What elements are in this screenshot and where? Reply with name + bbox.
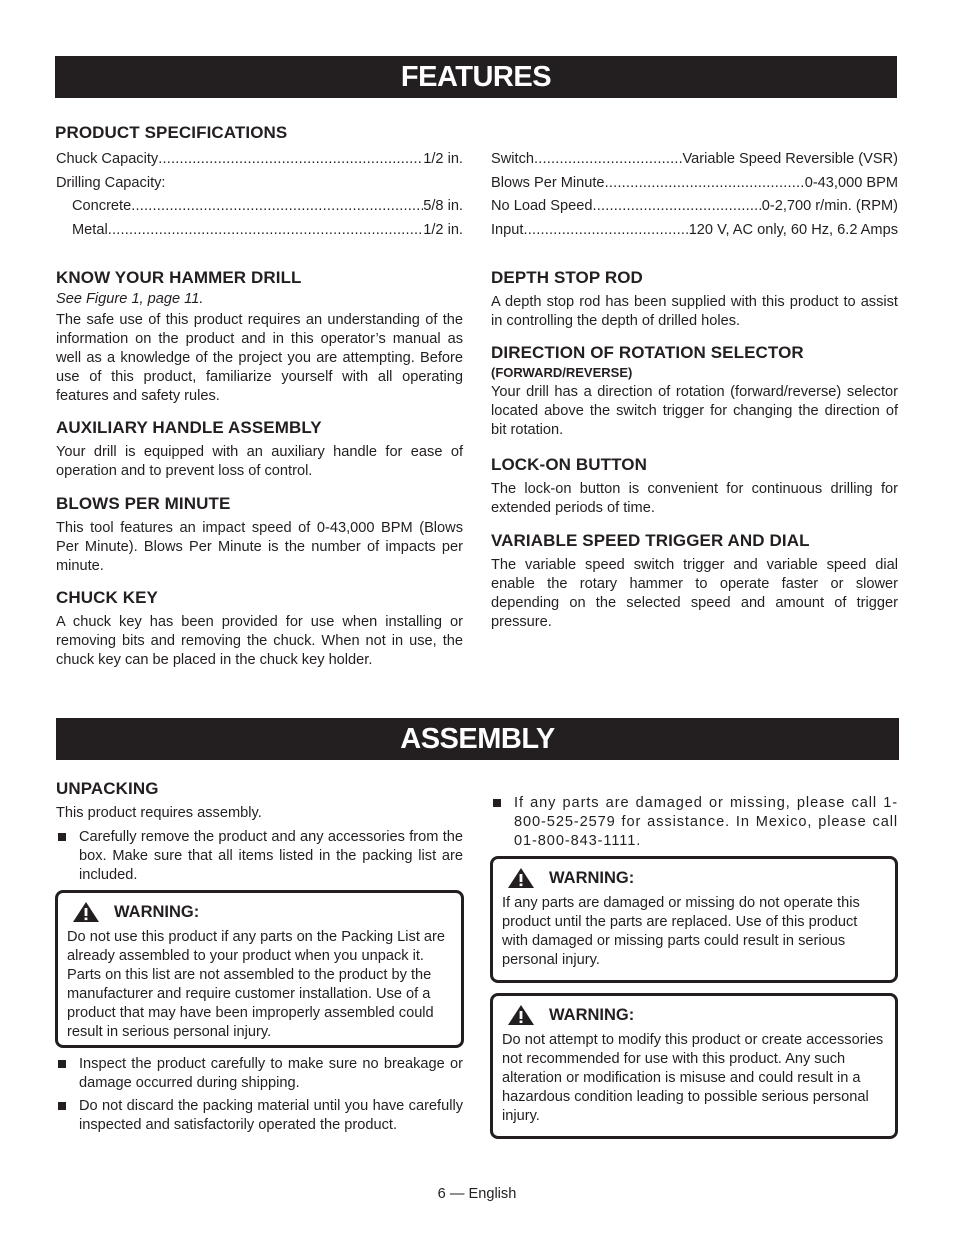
warning-box	[490, 993, 898, 1139]
lockon-section	[491, 455, 898, 518]
list-item-text: Inspect the product carefully to make sure no breakage or damage occurred during shipping.	[79, 1056, 463, 1091]
spec-value: 120 V, AC only, 60 Hz, 6.2 Amps	[688, 221, 898, 238]
bullet-square-icon	[58, 1060, 66, 1068]
spec-label: Blows Per Minute	[491, 174, 605, 191]
section-heading: UNPACKING	[56, 779, 159, 798]
product-specs-heading	[55, 123, 287, 143]
warning-body: Do not use this product if any parts on the Packing List are already assembled to your product when you unpack it. Parts on this list are not assembled to the product by the manufacturer and require customer installation. Use of a product that may have been improperly assembled could result in serious personal injury.	[67, 929, 446, 1040]
variable-section	[491, 531, 898, 632]
warning-body: Do not attempt to modify this product or create accessories not recommended for use with this product. Any such alteration or modification is misuse and could result in a hazardous condition leading to possible serious personal injury.	[502, 1032, 884, 1124]
spec-label: No Load Speed	[491, 198, 593, 214]
spec-leader	[108, 219, 424, 243]
list-item	[491, 794, 898, 851]
spec-value: 5/8 in.	[423, 198, 463, 214]
spec-leader	[523, 219, 688, 243]
warning-title: WARNING:	[549, 868, 635, 887]
warning-triangle-icon	[72, 901, 100, 923]
aux-section	[56, 418, 463, 481]
unpacking-section	[56, 779, 463, 885]
warning-header	[72, 901, 452, 923]
page-footer: 6 — English	[437, 1186, 517, 1202]
spec-leader	[158, 148, 423, 172]
spec-value: 0-2,700 r/min. (RPM)	[761, 198, 898, 214]
unpacking-more	[56, 1055, 463, 1135]
spec-value: 0-43,000 BPM	[804, 174, 898, 191]
section-heading: LOCK-ON BUTTON	[491, 455, 647, 474]
section-heading: PRODUCT SPECIFICATIONS	[55, 123, 288, 142]
spec-label: Drilling Capacity:	[56, 174, 166, 191]
list-item-text: Carefully remove the product and any accessories from the box. Make sure that all items listed in the packing list are included.	[79, 829, 463, 883]
spec-label: Chuck Capacity	[56, 151, 159, 167]
list-item-text: Do not discard the packing material until you have carefully inspected and satisfactorily operated the product.	[79, 1098, 463, 1133]
direction-section	[491, 343, 898, 440]
depth-section	[491, 268, 898, 331]
spec-value: 1/2 in.	[423, 151, 463, 167]
warning-header	[507, 867, 886, 889]
spec-leader	[534, 148, 683, 172]
section-body: A depth stop rod has been supplied with this product to assist in controlling the depth of drilled holes.	[491, 294, 898, 329]
warning-title: WARNING:	[549, 1005, 635, 1024]
warning-box	[490, 856, 898, 983]
section-body: The lock-on button is convenient for continuous drilling for extended periods of time.	[491, 481, 898, 516]
spec-label: Switch	[491, 151, 534, 167]
features-banner: FEATURES	[55, 56, 897, 98]
section-body: This product requires assembly.	[56, 805, 262, 821]
section-body: A chuck key has been provided for use when installing or removing bits and removing the chuck. When not in use, the chuck key can be placed in the chuck key holder.	[56, 614, 463, 668]
spec-leader	[592, 195, 761, 219]
section-body: This tool features an impact speed of 0-43,000 BPM (Blows Per Minute). Blows Per Minute is the number of impacts per minute.	[56, 520, 463, 574]
list-item	[56, 828, 463, 885]
section-heading: VARIABLE SPEED TRIGGER AND DIAL	[491, 531, 810, 550]
spec-row	[56, 219, 463, 243]
specs-left	[56, 148, 463, 242]
assembly-banner: ASSEMBLY	[56, 718, 899, 760]
section-body: Your drill has a direction of rotation (forward/reverse) selector located above the switch trigger for changing the direction of bit rotation.	[491, 384, 898, 438]
figure-reference: See Figure 1, page 11.	[56, 291, 204, 307]
section-heading: AUXILIARY HANDLE ASSEMBLY	[56, 418, 322, 437]
list-item	[56, 1055, 463, 1093]
bullet-square-icon	[58, 1102, 66, 1110]
spec-label: Concrete	[72, 198, 132, 214]
spec-row	[491, 148, 898, 172]
section-heading: DEPTH STOP ROD	[491, 268, 643, 287]
spec-row	[491, 219, 898, 243]
bullet-square-icon	[493, 799, 501, 807]
warning-box	[55, 890, 464, 1048]
warning-title: WARNING:	[114, 902, 200, 921]
warning-header	[507, 1004, 886, 1026]
warning-triangle-icon	[507, 867, 535, 889]
spec-row	[491, 195, 898, 219]
warning-triangle-icon	[507, 1004, 535, 1026]
section-body: Your drill is equipped with an auxiliary handle for ease of operation and to prevent loss of control.	[56, 444, 463, 479]
spec-row	[56, 195, 463, 219]
section-body: The variable speed switch trigger and variable speed dial enable the rotary hammer to operate faster or slower depending on the selected speed and amount of trigger pressure.	[491, 557, 898, 630]
spec-label: Metal	[72, 221, 108, 238]
section-heading: BLOWS PER MINUTE	[56, 494, 231, 513]
section-body: The safe use of this product requires an understanding of the information on the product and in this operator’s manual as well as a knowledge of the project you are attempting. Before use of this product, familiarize yourself with all operating features and safety rules.	[56, 312, 463, 404]
spec-row	[491, 172, 898, 196]
spec-leader	[131, 195, 423, 219]
spec-leader	[605, 172, 805, 196]
section-heading: CHUCK KEY	[56, 588, 158, 607]
know-section	[56, 268, 463, 406]
specs-right	[491, 148, 898, 242]
list-item-text: If any parts are damaged or missing, please call 1-800-525-2579 for assistance. In Mexico, please call 01-800-843-1111.	[514, 795, 898, 849]
warning-body: If any parts are damaged or missing do not operate this product until the parts are replaced. Use of this product with damaged or missing parts could result in serious personal injury.	[502, 895, 860, 968]
list-item	[56, 1097, 463, 1135]
spec-row	[56, 148, 463, 172]
spec-row	[56, 172, 463, 196]
section-heading: KNOW YOUR HAMMER DRILL	[56, 268, 302, 287]
bpm-section	[56, 494, 463, 576]
unpacking-right	[491, 794, 898, 851]
section-heading: DIRECTION OF ROTATION SELECTOR	[491, 343, 804, 362]
spec-value: Variable Speed Reversible (VSR)	[682, 151, 898, 167]
section-subheading: (FORWARD/REVERSE)	[491, 365, 633, 380]
spec-label: Input	[491, 221, 524, 238]
bullet-square-icon	[58, 833, 66, 841]
spec-value: 1/2 in.	[423, 221, 463, 238]
chuck-key-section	[56, 588, 463, 670]
